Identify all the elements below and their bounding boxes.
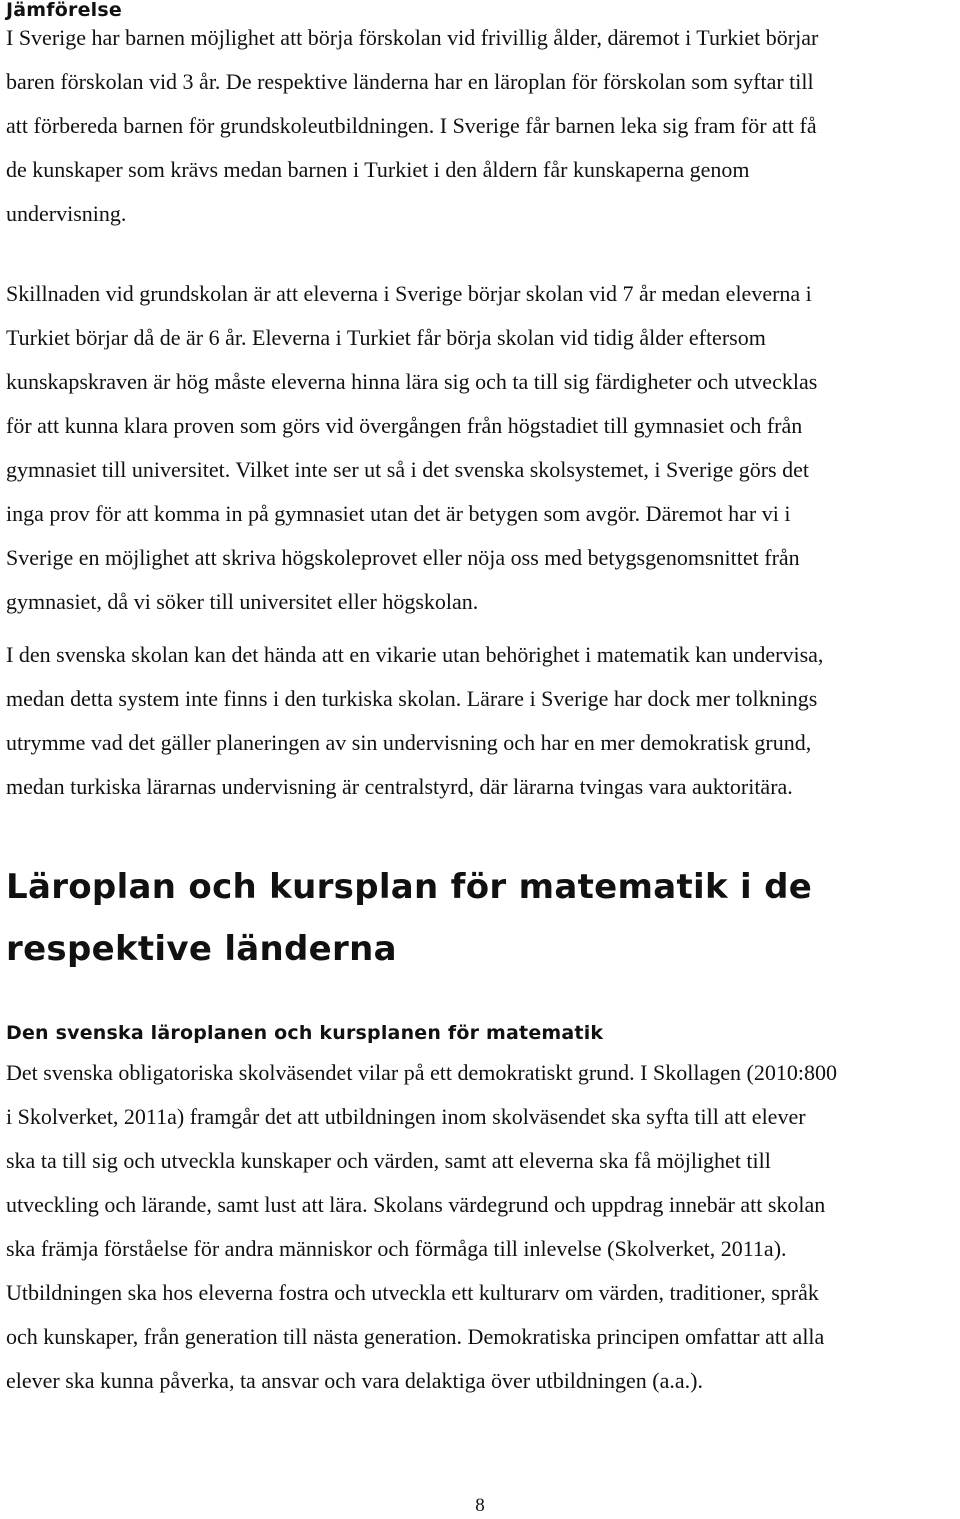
heading-line: respektive länderna [6,929,397,969]
section-heading: Jämförelse [6,0,122,21]
text-line: Det svenska obligatoriska skolväsendet vilar på ett demokratiskt grund. I Skollagen (2010:800 [6,1060,837,1085]
text-line: att förbereda barnen för grundskoleutbildningen. I Sverige får barnen leka sig fram för att få [6,113,817,138]
text-line: gymnasiet till universitet. Vilket inte ser ut så i det svenska skolsystemet, i Sverige görs det [6,457,809,482]
text-line: undervisning. [6,201,127,226]
heading-line: Läroplan och kursplan för matematik i de [6,867,813,907]
text-line: och kunskaper, från generation till nästa generation. Demokratiska principen omfattar att alla [6,1324,825,1349]
text-line: Skillnaden vid grundskolan är att eleverna i Sverige börjar skolan vid 7 år medan eleverna i [6,281,812,306]
text-line: inga prov för att komma in på gymnasiet utan det är betygen som avgör. Däremot har vi i [6,501,791,526]
text-line: för att kunna klara proven som görs vid övergången från högstadiet till gymnasiet och från [6,413,803,438]
page-number: 8 [475,1495,485,1516]
chapter-heading [6,856,812,980]
paragraph-comparison-school [6,272,960,624]
text-line: kunskapskraven är hög måste eleverna hinna lära sig och ta till sig färdigheter och utvecklas [6,369,818,394]
text-line: medan turkiska lärarnas undervisning är centralstyrd, där lärarna tvingas vara auktoritära. [6,774,793,799]
text-line: medan detta system inte finns i den turkiska skolan. Lärare i Sverige har dock mer tolknings [6,686,818,711]
paragraph-comparison-teachers [6,633,960,809]
text-line: utveckling och lärande, samt lust att lära. Skolans värdegrund och uppdrag innebär att skolan [6,1192,826,1217]
text-line: gymnasiet, då vi söker till universitet eller högskolan. [6,589,479,614]
paragraph-swedish-curriculum [6,1051,960,1403]
text-line: Turkiet börjar då de är 6 år. Eleverna i Turkiet får börja skolan vid tidig ålder eftersom [6,325,766,350]
text-line: elever ska kunna påverka, ta ansvar och vara delaktiga över utbildningen (a.a.). [6,1368,703,1393]
text-line: de kunskaper som krävs medan barnen i Turkiet i den åldern får kunskaperna genom [6,157,750,182]
text-line: I den svenska skolan kan det hända att en vikarie utan behörighet i matematik kan undervisa, [6,642,824,667]
text-line: i Skolverket, 2011a) framgår det att utbildningen inom skolväsendet ska syfta till att elever [6,1104,806,1129]
text-line: baren förskolan vid 3 år. De respektive länderna har en läroplan för förskolan som syftar till [6,69,814,94]
paragraph-comparison-preschool [6,16,960,236]
text-line: ska främja förståelse för andra människor och förmåga till inlevelse (Skolverket, 2011a). [6,1236,787,1261]
text-line: ska ta till sig och utveckla kunskaper och värden, samt att eleverna ska få möjlighet till [6,1148,771,1173]
text-line: Utbildningen ska hos eleverna fostra och utveckla ett kulturarv om värden, traditioner, språk [6,1280,819,1305]
text-line: utrymme vad det gäller planeringen av sin undervisning och har en mer demokratisk grund, [6,730,812,755]
text-line: Sverige en möjlighet att skriva högskoleprovet eller nöja oss med betygsgenomsnittet från [6,545,800,570]
chapter-subheading: Den svenska läroplanen och kursplanen för matematik [6,1022,604,1044]
text-line: I Sverige har barnen möjlighet att börja förskolan vid frivillig ålder, däremot i Turkiet börjar [6,25,819,50]
